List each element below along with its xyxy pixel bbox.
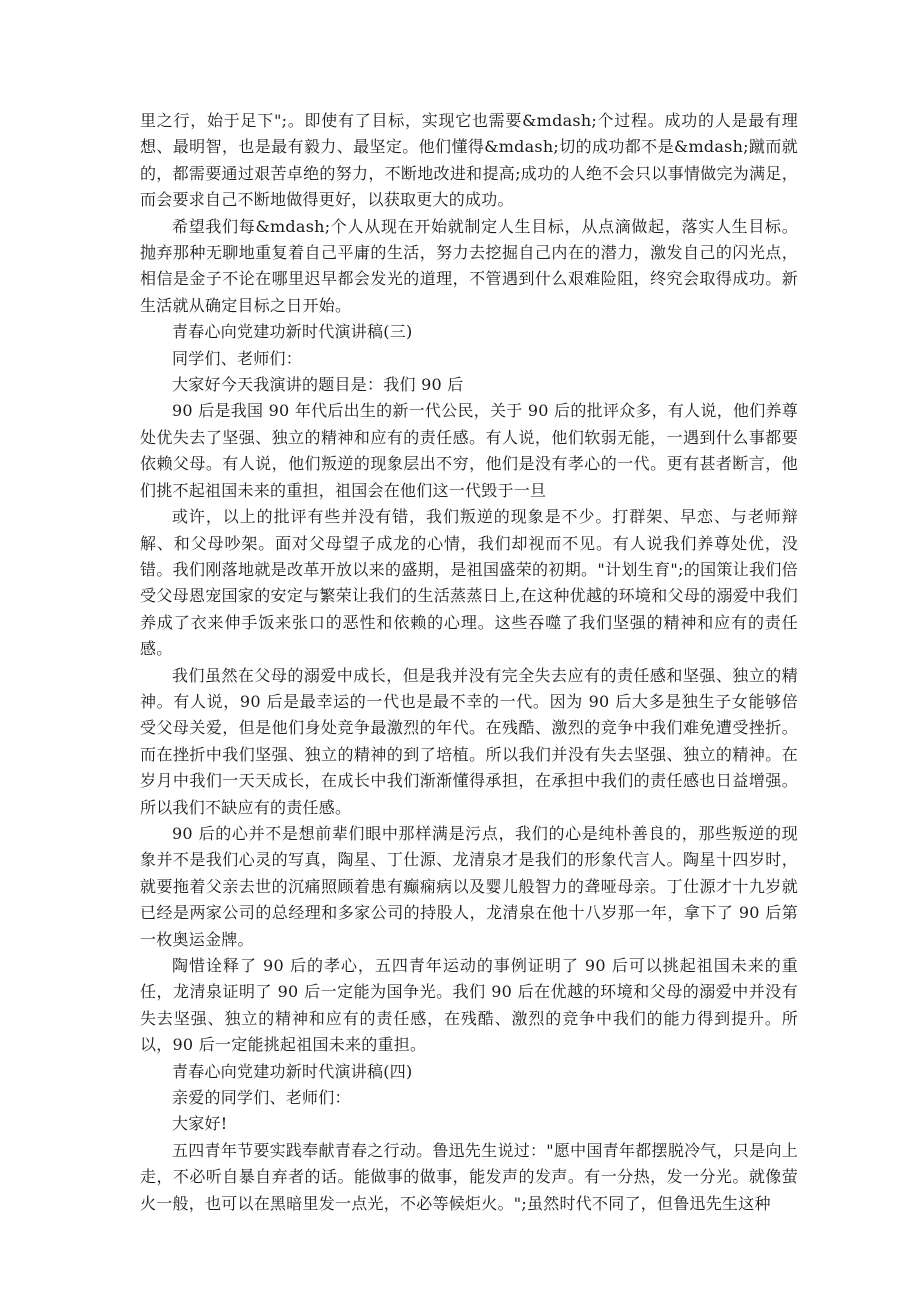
paragraph-criticism: 或许，以上的批评有些并没有错，我们叛逆的现象是不少。打群架、早恋、与老师辩解、和父母吵架。面对父母望子成龙的心情，我们却视而不见。有人说我们养尊处优，没错。我们刚落地就是改革开放以来的盛期，是祖国盛荣的初期。"计划生育";的国策让我们倍受父母恩宠国家的安定与繁荣让我们的生活蒸蒸日上,在这种优越的环境和父母的溺爱中我们养成了衣来伸手饭来张口的恶性和依赖的心理。这些吞噬了我们坚强的精神和应有的责任感。 xyxy=(140,507,798,659)
paragraph-growth: 我们虽然在父母的溺爱中成长，但是我并没有完全失去应有的责任感和坚强、独立的精神。有人说，90 后是最幸运的一代也是最不幸的一代。因为 90 后大多是独生子女能够倍受父母关爱，但是他们身处竞争最激烈的年代。在残酷、激烈的竞争中我们难免遭受挫折。而在挫折中我们坚强、独立的精神的到了培植。所以我们并没有失去坚强、独立的精神。在岁月中我们一天天成长，在成长中我们渐渐懂得承担，在承担中我们的责任感也日益增强。所以我们不缺应有的责任感。 xyxy=(140,665,798,817)
paragraph-90s-intro: 90 后是我国 90 年代后出生的新一代公民，关于 90 后的批评众多，有人说，他们养尊处优失去了坚强、独立的精神和应有的责任感。有人说，他们软弱无能，一遇到什么事都要依赖父母。有人说，他们叛逆的现象层出不穷，他们是没有孝心的一代。更有甚者断言，他们挑不起祖国未来的重担，祖国会在他们这一代毁于一旦 xyxy=(140,401,798,500)
greeting-hello: 大家好! xyxy=(172,1114,228,1134)
document-page xyxy=(140,108,798,1217)
salutation-4: 亲爱的同学们、老师们： xyxy=(172,1088,351,1108)
greeting-topic: 大家好今天我演讲的题目是：我们 90 后 xyxy=(172,375,464,395)
speech-title-4: 青春心向党建功新时代演讲稿(四) xyxy=(172,1061,413,1081)
paragraph-continuation: 里之行，始于足下";。即使有了目标，实现它也需要&mdash;个过程。成功的人是最有理想、最明智，也是最有毅力、最坚定。他们懂得&mdash;切的成功都不是&mdash;蹴而就的，都需要通过艰苦卓绝的努力，不断地改进和提高;成功的人绝不会只以事情做完为满足，而会要求自己不断地做得更好，以获取更大的成功。 xyxy=(140,111,798,210)
salutation-3: 同学们、老师们： xyxy=(172,348,303,368)
paragraph-may-fourth: 五四青年节要实践奉献青春之行动。鲁迅先生说过："愿中国青年都摆脱冷气，只是向上走，不必听自暴自弃者的话。能做事的做事，能发声的发声。有一分热，发一分光。就像萤火一般，也可以在黑暗里发一点光，不必等候炬火。";虽然时代不同了，但鲁迅先生这种 xyxy=(140,1140,798,1213)
speech-title-3: 青春心向党建功新时代演讲稿(三) xyxy=(172,322,413,342)
paragraph-hope: 希望我们每&mdash;个人从现在开始就制定人生目标，从点滴做起，落实人生目标。抛弃那种无聊地重复着自己平庸的生活，努力去挖掘自己内在的潜力，激发自己的闪光点，相信是金子不论在哪里迟早都会发光的道理，不管遇到什么艰难险阻，终究会取得成功。新生活就从确定目标之日开始。 xyxy=(140,216,798,315)
paragraph-heart: 90 后的心并不是想前辈们眼中那样满是污点，我们的心是纯朴善良的，那些叛逆的现象并不是我们心灵的写真，陶星、丁仕源、龙清泉才是我们的形象代言人。陶星十四岁时，就要拖着父亲去世的沉痛照顾着患有癫痫病以及婴儿般智力的聋哑母亲。丁仕源才十九岁就已经是两家公司的总经理和多家公司的持股人，龙清泉在他十八岁那一年，拿下了 90 后第一枚奥运金牌。 xyxy=(140,823,798,949)
paragraph-conclusion: 陶惜诠释了 90 后的孝心，五四青年运动的事例证明了 90 后可以挑起祖国未来的重任，龙清泉证明了 90 后一定能为国争光。我们 90 后在优越的环境和父母的溺爱中并没有失去坚强、独立的精神和应有的责任感，在残酷、激烈的竞争中我们的能力得到提升。所以，90 后一定能挑起祖国未来的重担。 xyxy=(140,956,798,1055)
